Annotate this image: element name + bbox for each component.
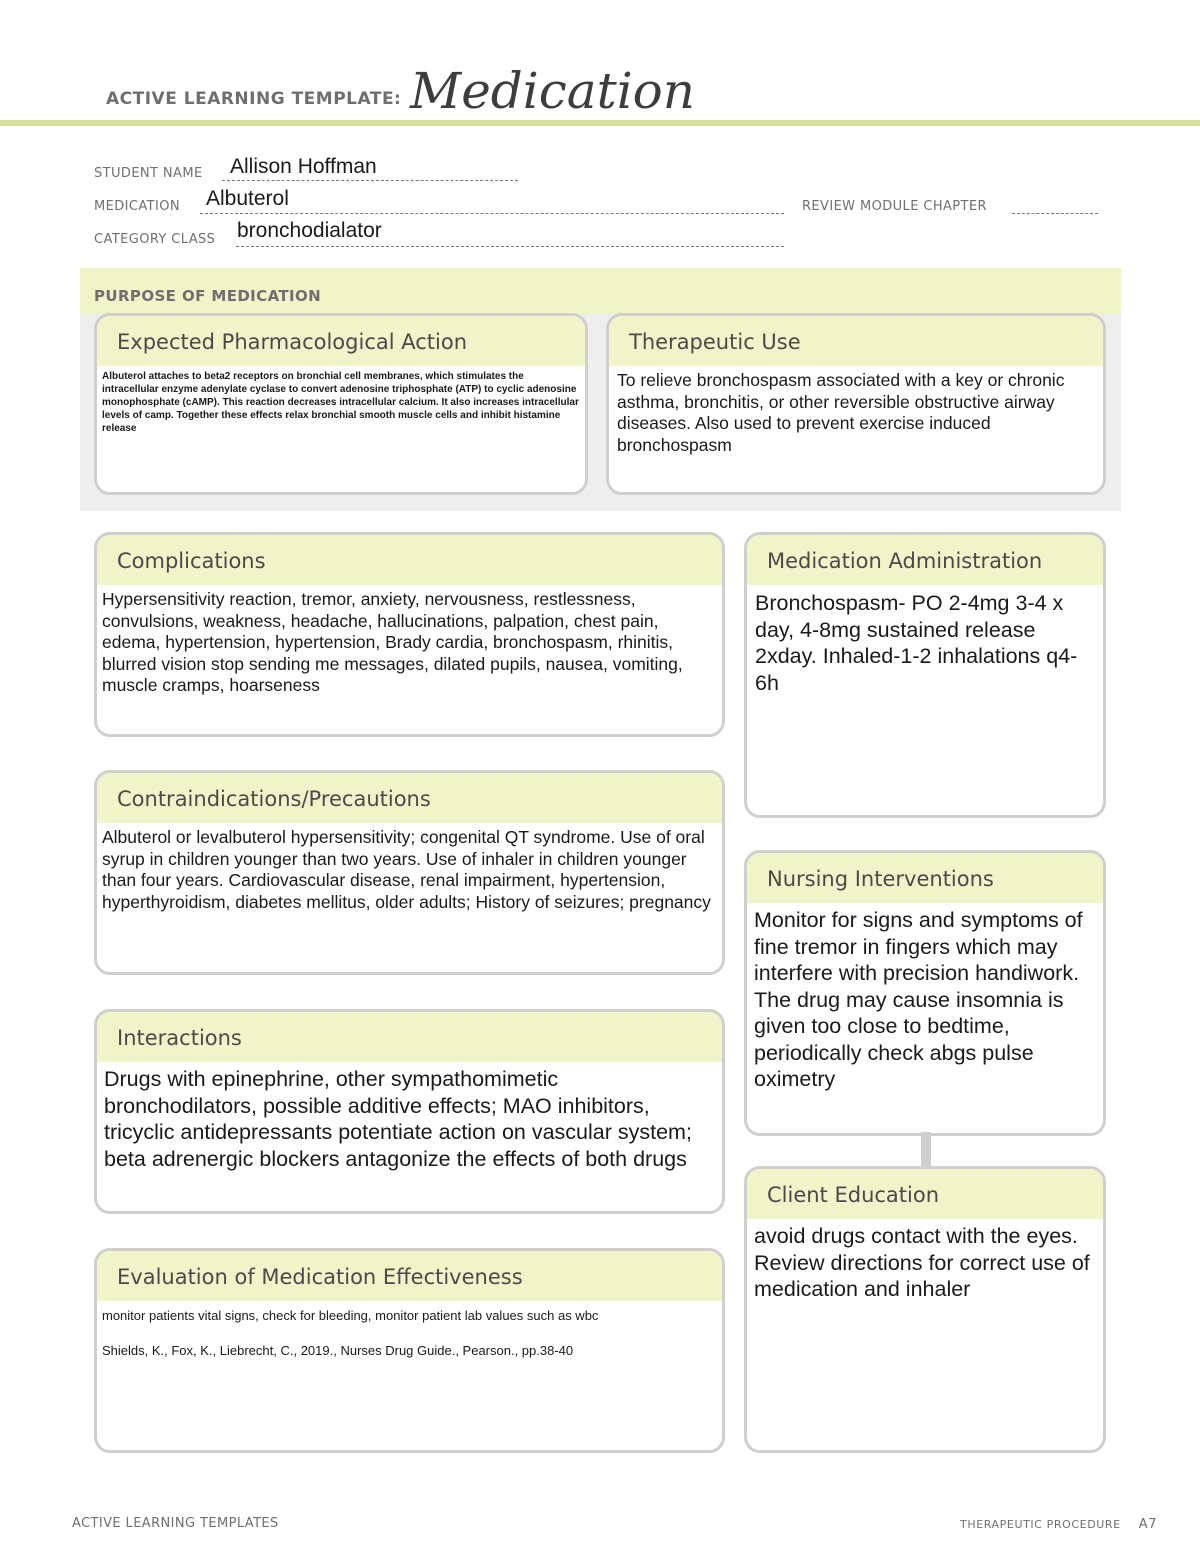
nursing-text[interactable]: Monitor for signs and symptoms of fine tremor in fingers which may interfere with precision handiwork. The drug may cause insomnia is given too close to bedtime, periodically check abgs pulse oximetry <box>754 908 1083 1091</box>
category-class-field[interactable]: bronchodialator <box>237 219 382 242</box>
evaluation-text[interactable]: monitor patients vital signs, check for bleeding, monitor patient lab values such as wbc <box>102 1308 599 1323</box>
purpose-band <box>80 268 1121 314</box>
nursing-box <box>744 850 1106 1136</box>
administration-title: Medication Administration <box>767 549 1043 573</box>
category-class-label: CATEGORY CLASS <box>94 232 216 247</box>
medication-label: MEDICATION <box>94 199 180 214</box>
purpose-title: PURPOSE OF MEDICATION <box>94 287 322 305</box>
administration-header <box>747 535 1103 585</box>
box-connector <box>921 1132 931 1166</box>
evaluation-title: Evaluation of Medication Effectiveness <box>117 1265 523 1289</box>
expected-action-header <box>97 316 585 366</box>
footer-procedure <box>960 1517 1157 1532</box>
category-class-line <box>236 246 784 247</box>
medication-line <box>200 213 784 214</box>
therapeutic-use-title: Therapeutic Use <box>629 330 801 354</box>
contraindications-box <box>94 770 725 975</box>
student-name-field[interactable]: Allison Hoffman <box>230 155 377 178</box>
contraindications-title: Contraindications/Precautions <box>117 787 431 811</box>
interactions-text[interactable]: Drugs with epinephrine, other sympathomimetic bronchodilators, possible additive effects; MAO inhibitors, tricyclic antidepressants potentiate action on vascular system; beta adrenergic blockers antagonize the effects of both drugs <box>104 1067 692 1171</box>
education-box <box>744 1166 1106 1453</box>
footer-templates-label: ACTIVE LEARNING TEMPLATES <box>72 1516 279 1531</box>
expected-action-box <box>94 313 588 495</box>
template-title: Medication <box>410 62 695 120</box>
therapeutic-use-header <box>609 316 1103 366</box>
student-name-line <box>222 180 518 181</box>
therapeutic-use-box <box>606 313 1106 495</box>
complications-title: Complications <box>117 549 266 573</box>
administration-box <box>744 532 1106 818</box>
evaluation-header <box>97 1251 722 1301</box>
nursing-title: Nursing Interventions <box>767 867 994 891</box>
student-name-label: STUDENT NAME <box>94 166 203 181</box>
interactions-box <box>94 1009 725 1214</box>
contraindications-text[interactable]: Albuterol or levalbuterol hypersensitivity; congenital QT syndrome. Use of oral syrup in children younger than two years. Use of inhaler in children younger than four years. Cardiovascular disease, renal impairment, hypertension, hyperthyroidism, diabetes mellitus, older adults; History of seizures; pregnancy <box>102 827 711 912</box>
education-title: Client Education <box>767 1183 940 1207</box>
expected-action-title: Expected Pharmacological Action <box>117 330 468 354</box>
footer-page-number: A7 <box>1138 1517 1158 1532</box>
complications-text[interactable]: Hypersensitivity reaction, tremor, anxiety, nervousness, restlessness, convulsions, weakness, headache, hallucinations, palpation, chest pain, edema, hypertension, hypertension, Brady cardia, bronchospasm, rhinitis, blurred vision stop sending me messages, dilated pupils, nausea, vomiting, muscle cramps, hoarseness <box>102 589 683 695</box>
evaluation-body <box>97 1301 722 1361</box>
nursing-header <box>747 853 1103 903</box>
education-header <box>747 1169 1103 1219</box>
contraindications-header <box>97 773 722 823</box>
education-text[interactable]: avoid drugs contact with the eyes. Review directions for correct use of medication and inhaler <box>754 1224 1090 1301</box>
expected-action-text[interactable]: Albuterol attaches to beta2 receptors on bronchial cell membranes, which stimulates the intracellular enzyme adenylate cyclase to convert adenosine triphosphate (ATP) to cyclic adenosine monophosphate (cAMP). This reaction decreases intracellular calcium. It also increases intracellular levels of camp. Together these effects relax bronchial smooth muscle cells and inhibit histamine release <box>102 371 579 434</box>
header-rule <box>0 120 1200 126</box>
interactions-title: Interactions <box>117 1026 242 1050</box>
evaluation-box <box>94 1248 725 1453</box>
complications-header <box>97 535 722 585</box>
evaluation-reference[interactable]: Shields, K., Fox, K., Liebrecht, C., 2019., Nurses Drug Guide., Pearson., pp.38-40 <box>102 1343 574 1358</box>
template-kicker: ACTIVE LEARNING TEMPLATE: <box>106 89 402 109</box>
interactions-header <box>97 1012 722 1062</box>
administration-text[interactable]: Bronchospasm- PO 2-4mg 3-4 x day, 4-8mg sustained release 2xday. Inhaled-1-2 inhalations q4-6h <box>755 591 1078 695</box>
footer-procedure-label: THERAPEUTIC PROCEDURE <box>960 1518 1121 1531</box>
medication-field[interactable]: Albuterol <box>206 187 289 210</box>
review-module-field[interactable] <box>1012 213 1098 214</box>
complications-box <box>94 532 725 737</box>
therapeutic-use-text[interactable]: To relieve bronchospasm associated with a key or chronic asthma, bronchitis, or other reversible obstructive airway diseases. Also used to prevent exercise induced bronchospasm <box>617 370 1065 455</box>
review-module-label: REVIEW MODULE CHAPTER <box>802 199 987 214</box>
template-header <box>106 62 1006 122</box>
